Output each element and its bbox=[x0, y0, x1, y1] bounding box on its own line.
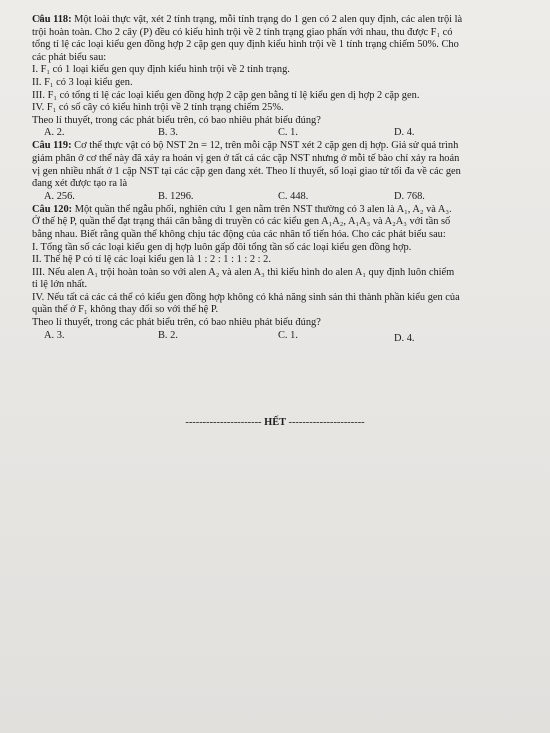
option-c: C. 1. bbox=[278, 329, 298, 341]
question-text: tổng tỉ lệ các loại kiểu gen đồng hợp 2 cặp gen quy định kiểu hình trội về 1 tính trạng chiếm 50%. Cho bbox=[32, 39, 459, 51]
option-b: B. 1296. bbox=[158, 190, 194, 202]
answer-options bbox=[32, 330, 518, 343]
option-c: C. 1. bbox=[278, 127, 298, 139]
option-a: A. 2. bbox=[44, 127, 65, 139]
question-text: Ở thế hệ P, quần thể đạt trạng thái cân bằng di truyền có các kiểu gen A₁A₂, A₁A₃ và A₂A₃ với tần số bbox=[32, 216, 451, 228]
option-d: D. 4. bbox=[394, 127, 415, 139]
question-118 bbox=[32, 14, 518, 140]
statement-4: IV. Nếu tất cả các cá thể có kiểu gen đồng hợp không có khả năng sinh sản thì thành phần kiểu gen của bbox=[32, 291, 460, 303]
question-text: Một loài thực vật, xét 2 tính trạng, mỗi tính trạng do 1 gen có 2 alen quy định, các alen trội là bbox=[74, 14, 463, 25]
question-120-line-1 bbox=[32, 204, 518, 217]
question-119 bbox=[32, 140, 518, 203]
option-b: B. 2. bbox=[158, 329, 178, 341]
end-text: HẾT bbox=[264, 417, 286, 428]
question-120 bbox=[32, 204, 518, 343]
statement-3: III. F₁ có tổng tỉ lệ các loại kiểu gen đồng hợp 2 cặp gen bằng tỉ lệ kiểu gen dị hợp 2 cặp gen. bbox=[32, 89, 420, 101]
question-119-label: Câu 119: bbox=[32, 140, 72, 152]
exam-content bbox=[32, 14, 518, 343]
question-text: vị gen nhiều nhất ở 1 cặp NST tại các cặp gen đang xét. Theo lí thuyết, số loại giao tử tối đa về các gen bbox=[32, 165, 461, 177]
question-118-line-1 bbox=[32, 14, 518, 27]
statement-2: II. F₁ có 3 loại kiểu gen. bbox=[32, 76, 133, 88]
statement-1: I. Tổng tần số các loại kiểu gen dị hợp luôn gấp đôi tổng tần số các loại kiểu gen đồng hợp. bbox=[32, 241, 412, 253]
question-118-label: Câu 118: bbox=[32, 14, 72, 25]
option-d: D. 768. bbox=[394, 190, 425, 202]
option-a: A. 256. bbox=[44, 190, 75, 202]
question-text: trội hoàn toàn. Cho 2 cây (P) đều có kiểu hình trội về 2 tính trạng giao phấn với nhau, thu được F₁ có bbox=[32, 26, 453, 38]
statement-1: I. F₁ có 1 loại kiểu gen quy định kiểu hình trội về 2 tính trạng. bbox=[32, 64, 290, 76]
question-120-label: Câu 120: bbox=[32, 203, 73, 215]
question-prompt: Theo lí thuyết, trong các phát biểu trên, có bao nhiêu phát biểu đúng? bbox=[32, 114, 321, 126]
option-b: B. 3. bbox=[158, 127, 178, 139]
answer-options bbox=[32, 191, 518, 204]
answer-options bbox=[32, 127, 518, 140]
question-prompt: Theo lí thuyết, trong các phát biểu trên, có bao nhiêu phát biểu đúng? bbox=[32, 317, 321, 329]
question-text: Cơ thể thực vật có bộ NST 2n = 12, trên mỗi cặp NST xét 2 cặp gen dị hợp. Giả sử quá trình bbox=[74, 140, 459, 152]
question-text: Một quần thể ngẫu phối, nghiên cứu 1 gen nằm trên NST thường có 3 alen là A₁, A₂ và A₃. bbox=[74, 203, 452, 215]
end-dashes-right: ---------------------- bbox=[288, 417, 365, 428]
option-a: A. 3. bbox=[44, 329, 65, 341]
statement-2: II. Thế hệ P có tỉ lệ các loại kiểu gen là 1 : 2 : 1 : 1 : 2 : 2. bbox=[32, 254, 271, 266]
statement-4-cont: quần thể ở F₁ không thay đổi so với thế hệ P. bbox=[32, 304, 219, 316]
statement-3: III. Nếu alen A₁ trội hoàn toàn so với alen A₂ và alen A₃ thì kiểu hình do alen A₁ quy định luôn chiếm bbox=[32, 266, 455, 278]
question-119-line-1 bbox=[32, 140, 518, 153]
option-d: D. 4. bbox=[394, 332, 415, 344]
question-text: các phát biểu sau: bbox=[32, 51, 107, 63]
statement-3-cont: tỉ lệ lớn nhất. bbox=[32, 279, 88, 291]
statement-4: IV. F₁ có số cây có kiểu hình trội về 2 tính trạng chiếm 25%. bbox=[32, 102, 284, 114]
question-text: đang xét được tạo ra là bbox=[32, 178, 128, 190]
question-text: giảm phân ở cơ thể này đã xảy ra hoán vị gen ở tất cả các cặp NST nhưng ở mỗi tế bào chỉ xảy ra hoán bbox=[32, 152, 460, 164]
end-dashes-left: ---------------------- bbox=[185, 417, 262, 428]
option-c: C. 448. bbox=[278, 190, 309, 202]
question-text: bằng nhau. Biết rằng quần thể không chịu tác động của các nhân tố tiến hóa. Cho các phát biểu sau: bbox=[32, 228, 446, 240]
end-marker bbox=[0, 417, 550, 428]
